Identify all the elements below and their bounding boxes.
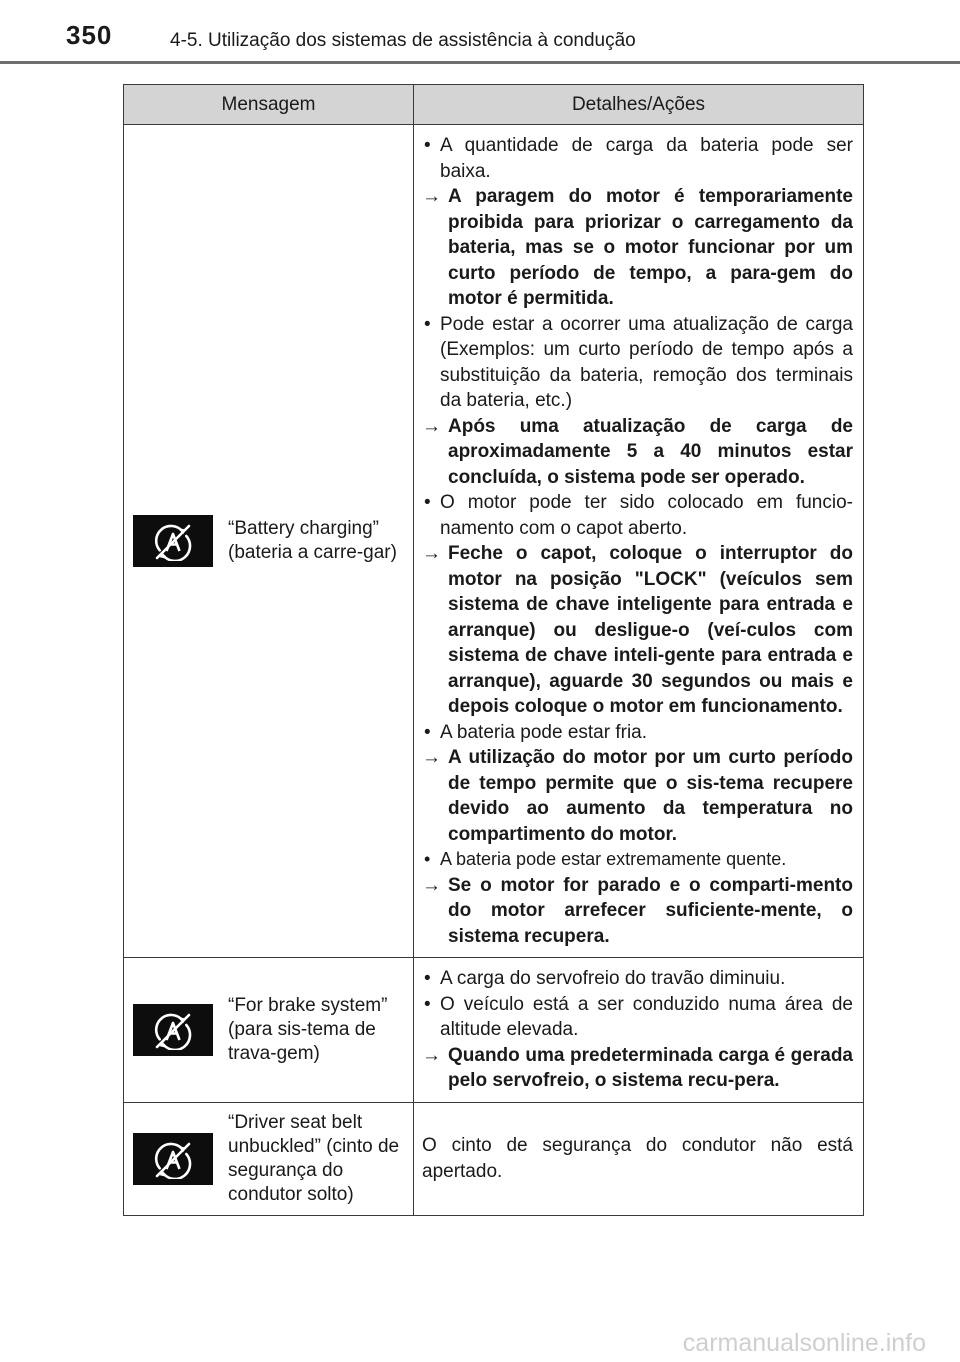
- details-cell: [414, 958, 864, 1103]
- page-number: 350: [66, 20, 113, 50]
- action-item: → Quando uma predeterminada carga é gerada pelo servofreio, o sistema recu-pera.: [422, 1043, 853, 1094]
- action-item: → Se o motor for parado e o comparti-mento do motor arrefecer suficiente-mente, o sistema recupera.: [422, 873, 853, 950]
- message-table: [123, 84, 864, 1216]
- message-cell: [124, 1102, 414, 1215]
- table-row: [124, 125, 864, 958]
- list-item: • O veículo está a ser conduzido numa área de altitude elevada.: [422, 992, 853, 1043]
- detail-text: O cinto de segurança do condutor não está apertado.: [422, 1135, 853, 1182]
- column-header-message: Mensagem: [124, 85, 414, 125]
- list-item: • O motor pode ter sido colocado em funcio-namento com o capot aberto.: [422, 490, 853, 541]
- details-cell: [414, 1102, 864, 1215]
- section-title: 4-5. Utilização dos sistemas de assistência à condução: [170, 30, 636, 51]
- action-item: → A utilização do motor por um curto período de tempo permite que o sis-tema recupere devido ao aumento da temperatura no compartimento do motor.: [422, 745, 853, 847]
- table-row: [124, 1102, 864, 1215]
- list-item: • A quantidade de carga da bateria pode ser baixa.: [422, 133, 853, 184]
- stop-start-off-icon: [133, 1133, 213, 1185]
- list-item: • A bateria pode estar fria.: [422, 720, 853, 746]
- stop-start-off-icon: [133, 515, 213, 567]
- page-header: [0, 0, 960, 64]
- message-cell: [124, 958, 414, 1103]
- action-item: → Após uma atualização de carga de aproximadamente 5 a 40 minutos estar concluída, o sistema pode ser operado.: [422, 414, 853, 491]
- stop-start-off-icon: [133, 1004, 213, 1056]
- column-header-details: Detalhes/Ações: [414, 85, 864, 125]
- message-label: “Driver seat belt unbuckled” (cinto de segurança do condutor solto): [228, 1111, 400, 1205]
- message-cell: [124, 125, 414, 958]
- list-item: • A bateria pode estar extremamente quente.: [422, 847, 853, 873]
- message-label: “Battery charging” (bateria a carre-gar): [228, 518, 397, 563]
- watermark: carmanualsonline.info: [682, 1329, 926, 1357]
- message-label: “For brake system” (para sis-tema de trava-gem): [228, 994, 388, 1064]
- table-header-row: [124, 85, 864, 125]
- action-item: → A paragem do motor é temporariamente proibida para priorizar o carregamento da bateria, mas se o motor funcionar por um curto período de tempo, a para-gem do motor é permitida.: [422, 184, 853, 312]
- details-cell: [414, 125, 864, 958]
- table-row: [124, 958, 864, 1103]
- list-item: • A carga do servofreio do travão diminuiu.: [422, 966, 853, 992]
- action-item: → Feche o capot, coloque o interruptor do motor na posição "LOCK" (veículos sem sistema de chave inteligente para entrada e arranque) ou desligue-o (veí-culos com sistema de chave inteli-gente para entrada e arranque), aguarde 30 segundos ou mais e depois coloque o motor em funcionamento.: [422, 541, 853, 720]
- list-item: • Pode estar a ocorrer uma atualização de carga (Exemplos: um curto período de tempo após a substituição da bateria, remoção dos terminais da bateria, etc.): [422, 312, 853, 414]
